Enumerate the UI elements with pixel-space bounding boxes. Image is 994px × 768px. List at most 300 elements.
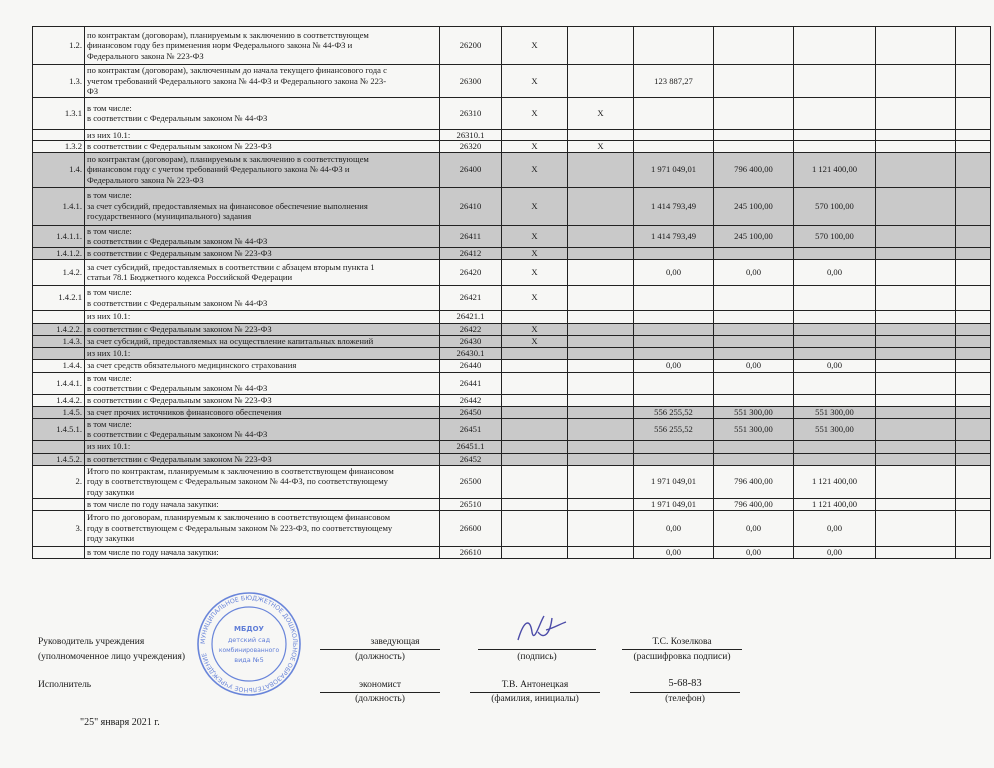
table-row [33, 97, 991, 129]
row-number: 1.3. [33, 65, 85, 98]
value-year-3 [794, 141, 876, 153]
value-year-3: 551 300,00 [794, 406, 876, 418]
description-line: году закупки [87, 533, 135, 544]
value-year-1: 0,00 [634, 359, 714, 372]
col-x2 [568, 394, 634, 406]
value-year-2 [714, 453, 794, 465]
value-col-10 [956, 546, 991, 558]
row-description [85, 225, 440, 247]
col-x1 [502, 465, 568, 498]
value-col-9 [876, 406, 956, 418]
value-year-3 [794, 453, 876, 465]
value-col-10 [956, 310, 991, 323]
value-col-9 [876, 129, 956, 141]
col-x2 [568, 247, 634, 259]
value-year-3 [794, 129, 876, 141]
row-description [85, 27, 440, 65]
col-x2 [568, 65, 634, 98]
description-line: учетом требований Федерального закона № 44-ФЗ и Федерального закона № 223- [87, 75, 387, 86]
row-description [85, 129, 440, 141]
handwritten-signature [510, 610, 570, 650]
description-line: в том числе по году начала закупки: [87, 546, 219, 557]
row-number: 1.3.1 [33, 97, 85, 129]
table-row [33, 310, 991, 323]
col-x1: X [502, 97, 568, 129]
table-row [33, 247, 991, 259]
row-code: 26421.1 [440, 310, 502, 323]
row-number: 1.4.1.1. [33, 225, 85, 247]
description-line: в соответствии с Федеральным законом № 223-ФЗ [87, 323, 272, 334]
value-col-10 [956, 418, 991, 440]
row-code: 26450 [440, 406, 502, 418]
executor-label: Исполнитель [38, 680, 92, 690]
value-year-1: 0,00 [634, 546, 714, 558]
value-year-3 [794, 97, 876, 129]
col-x1 [502, 498, 568, 510]
value-col-10 [956, 27, 991, 65]
col-x1: X [502, 65, 568, 98]
col-x2 [568, 359, 634, 372]
value-col-10 [956, 65, 991, 98]
col-x1: X [502, 259, 568, 285]
row-description [85, 285, 440, 310]
value-year-1 [634, 335, 714, 347]
table-row [33, 27, 991, 65]
row-code: 26451 [440, 418, 502, 440]
description-line: в соответствии с Федеральным законом № 223-ФЗ [87, 394, 272, 405]
col-x2 [568, 440, 634, 453]
description-line: за счет средств обязательного медицинского страхования [87, 360, 297, 371]
col-x1 [502, 453, 568, 465]
col-x2 [568, 285, 634, 310]
value-year-1: 1 414 793,49 [634, 225, 714, 247]
description-line: году закупки [87, 486, 135, 497]
value-col-9 [876, 310, 956, 323]
value-year-3 [794, 27, 876, 65]
col-x2 [568, 498, 634, 510]
table-row [33, 323, 991, 335]
col-x1: X [502, 335, 568, 347]
value-col-9 [876, 394, 956, 406]
row-description [85, 97, 440, 129]
table-row [33, 546, 991, 558]
row-description [85, 440, 440, 453]
row-code: 26320 [440, 141, 502, 153]
row-description [85, 65, 440, 98]
value-year-2: 0,00 [714, 259, 794, 285]
col-x2 [568, 129, 634, 141]
col-x1: X [502, 225, 568, 247]
description-line: по контрактам (договорам), заключенным до начала текущего финансового года с [87, 65, 387, 75]
value-year-2 [714, 141, 794, 153]
table-row [33, 129, 991, 141]
stamp-text: МБДОУ [234, 625, 264, 633]
col-x2 [568, 323, 634, 335]
value-col-10 [956, 440, 991, 453]
value-year-2 [714, 65, 794, 98]
value-col-10 [956, 347, 991, 359]
stamp-ring-text: МУНИЦИПАЛЬНОЕ БЮДЖЕТНОЕ ДОШКОЛЬНОЕ ОБРАЗОВАТЕЛЬНОЕ УЧРЕЖДЕНИЕ [199, 594, 299, 694]
value-col-10 [956, 187, 991, 225]
executor-name: Т.В. Антонецкая [501, 680, 569, 690]
value-col-10 [956, 394, 991, 406]
table-row [33, 285, 991, 310]
value-col-10 [956, 498, 991, 510]
row-code: 26500 [440, 465, 502, 498]
row-description [85, 406, 440, 418]
col-x2 [568, 453, 634, 465]
value-year-1 [634, 27, 714, 65]
table-row [33, 347, 991, 359]
value-col-10 [956, 141, 991, 153]
description-line: в том числе: [87, 372, 132, 383]
row-description [85, 335, 440, 347]
table-row [33, 225, 991, 247]
col-x2 [568, 465, 634, 498]
value-year-1 [634, 440, 714, 453]
row-number: 1.4.5. [33, 406, 85, 418]
description-line: Итого по контрактам, планируемым к заключению в соответствующем финансовом [87, 465, 394, 476]
description-line: за счет субсидий, предоставляемых на осуществление капитальных вложений [87, 335, 374, 346]
value-year-1: 123 887,27 [634, 65, 714, 98]
row-number: 1.4.2.1 [33, 285, 85, 310]
head-signature-caption: (подпись) [517, 652, 557, 662]
value-col-9 [876, 546, 956, 558]
row-number: 1.4.2.2. [33, 323, 85, 335]
value-year-3 [794, 394, 876, 406]
row-code: 26510 [440, 498, 502, 510]
col-x1 [502, 418, 568, 440]
value-year-3: 0,00 [794, 259, 876, 285]
value-col-9 [876, 141, 956, 153]
table-row [33, 65, 991, 98]
value-col-9 [876, 225, 956, 247]
col-x1 [502, 510, 568, 546]
description-line: в соответствии с Федеральным законом № 44-ФЗ [87, 429, 268, 439]
value-year-1: 556 255,52 [634, 406, 714, 418]
col-x1: X [502, 152, 568, 187]
value-year-3: 0,00 [794, 510, 876, 546]
row-code: 26441 [440, 372, 502, 394]
value-year-1: 1 971 049,01 [634, 498, 714, 510]
col-x1 [502, 347, 568, 359]
description-line: году в соответствующем с Федеральным законом № 44-ФЗ, по соответствующему [87, 476, 388, 487]
description-line: году в соответствующем с Федеральным законом № 223-ФЗ, по соответствующему [87, 522, 393, 533]
value-year-1 [634, 453, 714, 465]
value-year-1 [634, 129, 714, 141]
table-row [33, 418, 991, 440]
row-number [33, 498, 85, 510]
value-col-10 [956, 359, 991, 372]
value-col-9 [876, 97, 956, 129]
value-year-2: 0,00 [714, 359, 794, 372]
value-col-9 [876, 152, 956, 187]
description-line: по контрактам (договорам), планируемым к заключению в соответствующем [87, 29, 369, 40]
executor-phone: 5-68-83 [668, 678, 702, 689]
description-line: в соответствии с Федеральным законом № 44-ФЗ [87, 113, 268, 123]
row-code: 26451.1 [440, 440, 502, 453]
row-number [33, 440, 85, 453]
col-x2 [568, 152, 634, 187]
row-number: 1.4.2. [33, 259, 85, 285]
value-col-9 [876, 187, 956, 225]
row-code: 26600 [440, 510, 502, 546]
value-year-1 [634, 347, 714, 359]
row-code: 26300 [440, 65, 502, 98]
row-code: 26452 [440, 453, 502, 465]
value-year-3: 1 121 400,00 [794, 498, 876, 510]
value-year-3 [794, 372, 876, 394]
row-description [85, 323, 440, 335]
document-date: "25" января 2021 г. [80, 717, 160, 728]
value-year-2 [714, 347, 794, 359]
description-line: финансовом году с учетом требований Федерального закона № 44-ФЗ и [87, 164, 350, 175]
row-code: 26422 [440, 323, 502, 335]
description-line: в соответствии с Федеральным законом № 44-ФЗ [87, 297, 268, 308]
col-x1 [502, 359, 568, 372]
table-row [33, 259, 991, 285]
value-year-2 [714, 335, 794, 347]
row-code: 26410 [440, 187, 502, 225]
value-year-2 [714, 310, 794, 323]
row-description [85, 546, 440, 558]
value-col-9 [876, 453, 956, 465]
value-year-1 [634, 372, 714, 394]
value-year-1: 0,00 [634, 259, 714, 285]
row-number: 3. [33, 510, 85, 546]
description-line: в том числе: [87, 190, 132, 201]
value-col-9 [876, 285, 956, 310]
value-col-10 [956, 372, 991, 394]
row-description [85, 187, 440, 225]
value-year-2 [714, 394, 794, 406]
row-code: 26200 [440, 27, 502, 65]
description-line: за счет прочих источников финансового обеспечения [87, 406, 282, 417]
row-number: 1.4.1.2. [33, 247, 85, 259]
value-year-1: 1 971 049,01 [634, 465, 714, 498]
value-col-9 [876, 372, 956, 394]
value-col-10 [956, 225, 991, 247]
table-row [33, 453, 991, 465]
row-number [33, 347, 85, 359]
description-line: из них 10.1: [87, 129, 131, 140]
value-year-2 [714, 372, 794, 394]
row-description [85, 347, 440, 359]
value-col-10 [956, 335, 991, 347]
row-code: 26610 [440, 546, 502, 558]
value-year-1 [634, 141, 714, 153]
value-year-3: 570 100,00 [794, 225, 876, 247]
col-x2 [568, 187, 634, 225]
value-year-2: 551 300,00 [714, 406, 794, 418]
head-name-caption: (расшифровка подписи) [633, 652, 731, 662]
value-year-2 [714, 285, 794, 310]
value-year-2 [714, 440, 794, 453]
row-code: 26421 [440, 285, 502, 310]
description-line: Федерального закона № 223-ФЗ [87, 174, 204, 185]
description-line: ФЗ [87, 86, 99, 96]
row-description [85, 141, 440, 153]
col-x1 [502, 129, 568, 141]
value-year-1 [634, 310, 714, 323]
row-code: 26310.1 [440, 129, 502, 141]
col-x2 [568, 347, 634, 359]
table-row [33, 187, 991, 225]
plan-table [32, 26, 991, 559]
col-x2 [568, 335, 634, 347]
value-year-2: 0,00 [714, 546, 794, 558]
value-year-3 [794, 285, 876, 310]
col-x1: X [502, 323, 568, 335]
col-x2: X [568, 97, 634, 129]
col-x1: X [502, 187, 568, 225]
row-description [85, 453, 440, 465]
value-col-9 [876, 440, 956, 453]
value-year-3 [794, 347, 876, 359]
col-x2 [568, 418, 634, 440]
table-row [33, 152, 991, 187]
value-year-1 [634, 97, 714, 129]
stamp-text: вида №5 [234, 656, 264, 664]
value-col-10 [956, 129, 991, 141]
col-x1: X [502, 247, 568, 259]
value-year-3: 551 300,00 [794, 418, 876, 440]
row-number [33, 546, 85, 558]
col-x1 [502, 394, 568, 406]
value-col-10 [956, 247, 991, 259]
row-description [85, 394, 440, 406]
value-year-3 [794, 440, 876, 453]
value-col-9 [876, 359, 956, 372]
col-x2 [568, 406, 634, 418]
description-line: государственного (муниципального) задания [87, 211, 252, 222]
row-description [85, 359, 440, 372]
row-description [85, 498, 440, 510]
value-col-9 [876, 347, 956, 359]
col-x2 [568, 225, 634, 247]
col-x2 [568, 510, 634, 546]
description-line: в том числе по году начала закупки: [87, 498, 219, 509]
col-x2 [568, 546, 634, 558]
stamp-text: детский сад [227, 636, 271, 644]
value-year-1 [634, 323, 714, 335]
row-number [33, 129, 85, 141]
value-year-2: 245 100,00 [714, 225, 794, 247]
table-row [33, 510, 991, 546]
col-x1 [502, 406, 568, 418]
value-col-10 [956, 259, 991, 285]
svg-text:МУНИЦИПАЛЬНОЕ БЮДЖЕТНОЕ ДОШКОЛ [200, 595, 298, 693]
col-x1: X [502, 141, 568, 153]
table-row [33, 359, 991, 372]
head-name: Т.С. Козелкова [652, 637, 712, 647]
col-x2: X [568, 141, 634, 153]
value-col-9 [876, 510, 956, 546]
description-line: из них 10.1: [87, 311, 131, 322]
row-number: 1.4.5.1. [33, 418, 85, 440]
row-description [85, 259, 440, 285]
value-col-9 [876, 498, 956, 510]
row-code: 26310 [440, 97, 502, 129]
value-col-10 [956, 510, 991, 546]
value-col-10 [956, 406, 991, 418]
col-x1: X [502, 285, 568, 310]
value-year-1 [634, 285, 714, 310]
description-line: Итого по договорам, планируемым к заключению в соответствующем финансовом [87, 512, 391, 523]
value-year-3 [794, 323, 876, 335]
row-number: 1.4.4.1. [33, 372, 85, 394]
row-number: 1.4.4.2. [33, 394, 85, 406]
value-year-2: 0,00 [714, 510, 794, 546]
value-year-2: 796 400,00 [714, 498, 794, 510]
value-col-10 [956, 285, 991, 310]
row-number: 1.4.4. [33, 359, 85, 372]
table-row [33, 406, 991, 418]
col-x2 [568, 259, 634, 285]
value-year-3: 1 121 400,00 [794, 152, 876, 187]
table-row [33, 372, 991, 394]
row-code: 26420 [440, 259, 502, 285]
value-col-9 [876, 465, 956, 498]
organization-stamp [196, 591, 302, 697]
row-description [85, 247, 440, 259]
value-year-1: 0,00 [634, 510, 714, 546]
description-line: статьи 78.1 Бюджетного кодекса Российской Федерации [87, 272, 293, 282]
description-line: в соответствии с Федеральным законом № 223-ФЗ [87, 141, 272, 151]
table-row [33, 465, 991, 498]
row-description [85, 372, 440, 394]
value-year-3: 1 121 400,00 [794, 465, 876, 498]
description-line: финансовом году без применения норм Федерального закона № 44-ФЗ и [87, 40, 353, 51]
row-code: 26400 [440, 152, 502, 187]
row-code: 26411 [440, 225, 502, 247]
value-col-9 [876, 418, 956, 440]
description-line: по контрактам (договорам), планируемым к заключению в соответствующем [87, 153, 369, 164]
value-year-3: 570 100,00 [794, 187, 876, 225]
value-col-9 [876, 27, 956, 65]
value-year-1: 1 414 793,49 [634, 187, 714, 225]
value-year-2 [714, 323, 794, 335]
description-line: в том числе: [87, 225, 132, 236]
col-x2 [568, 372, 634, 394]
value-year-2: 796 400,00 [714, 152, 794, 187]
table-row [33, 394, 991, 406]
value-col-10 [956, 323, 991, 335]
value-year-2: 245 100,00 [714, 187, 794, 225]
value-col-10 [956, 97, 991, 129]
row-description [85, 152, 440, 187]
value-year-2 [714, 129, 794, 141]
executor-phone-caption: (телефон) [665, 694, 705, 704]
head-label-2: (уполномоченное лицо учреждения) [38, 652, 185, 662]
row-number: 1.4.5.2. [33, 453, 85, 465]
col-x1 [502, 440, 568, 453]
value-year-3: 0,00 [794, 359, 876, 372]
value-year-2 [714, 27, 794, 65]
value-year-3: 0,00 [794, 546, 876, 558]
col-x1 [502, 546, 568, 558]
value-year-2 [714, 97, 794, 129]
row-number: 1.4. [33, 152, 85, 187]
value-year-2 [714, 247, 794, 259]
value-year-2: 551 300,00 [714, 418, 794, 440]
description-line: из них 10.1: [87, 441, 131, 452]
row-description [85, 510, 440, 546]
table-row [33, 141, 991, 153]
value-year-2: 796 400,00 [714, 465, 794, 498]
description-line: в том числе: [87, 102, 132, 113]
value-col-10 [956, 465, 991, 498]
